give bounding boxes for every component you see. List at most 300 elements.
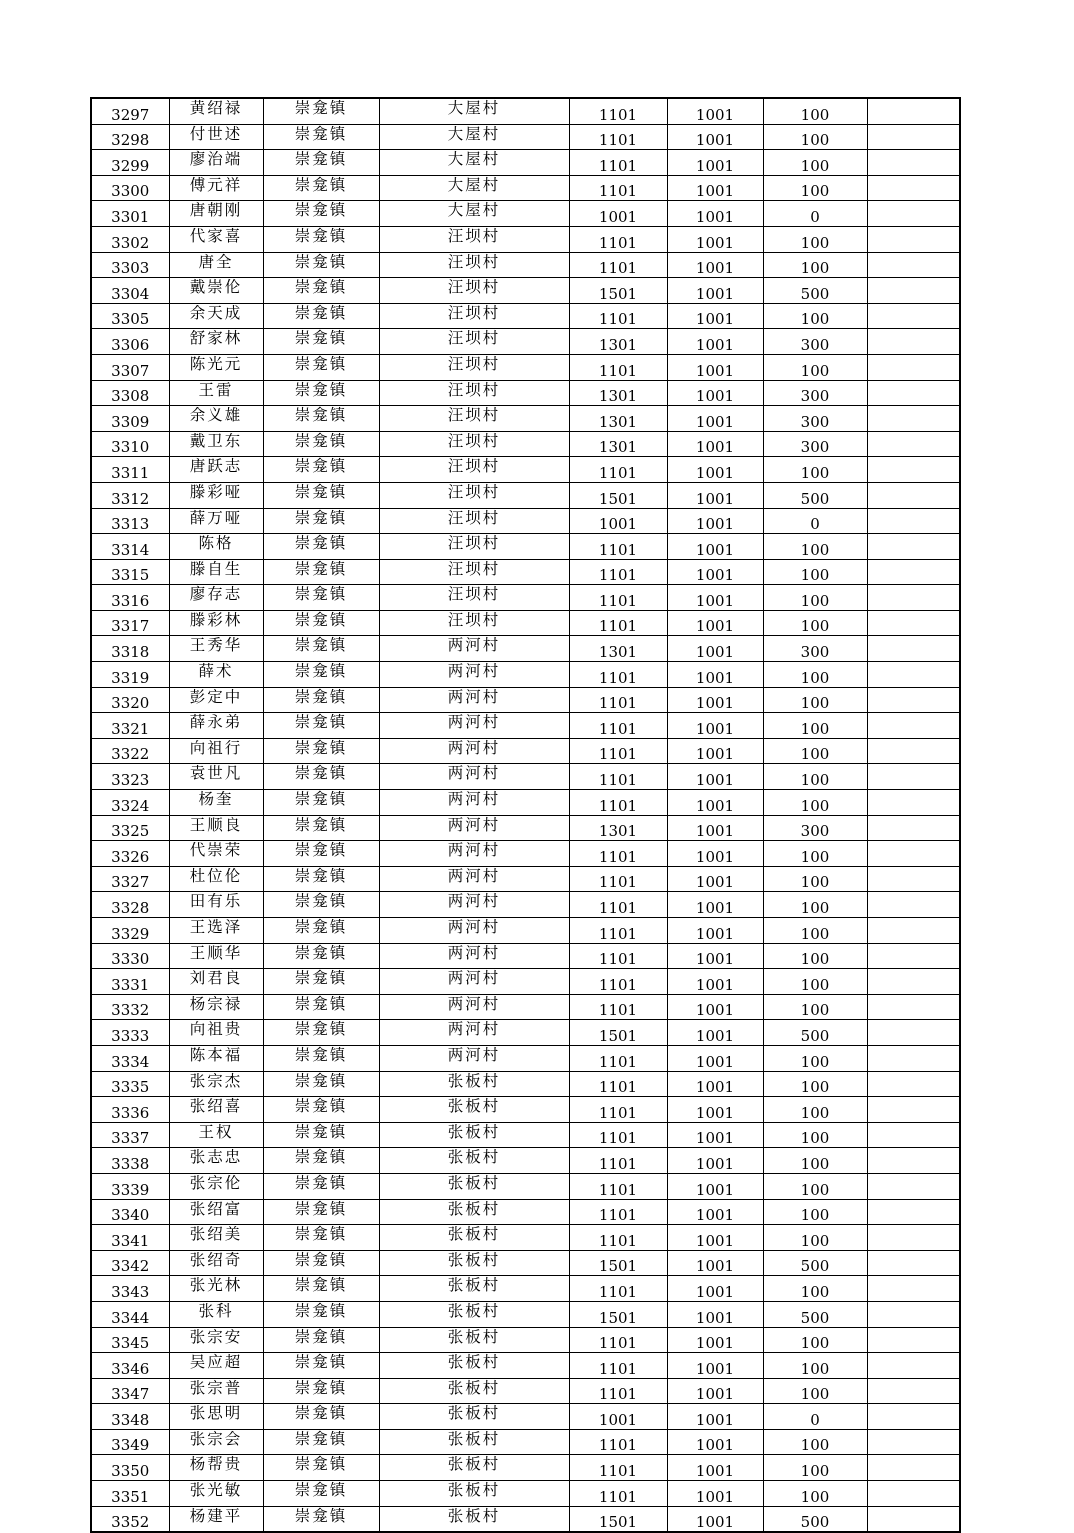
name-cell: 向祖贵 [169,1020,263,1046]
serial-cell: 3340 [91,1199,169,1225]
table-row [91,790,960,816]
value-b-cell: 1001 [667,1455,763,1481]
name-cell: 向祖行 [169,738,263,764]
value-a-cell: 1101 [569,1225,667,1251]
value-b-cell: 1001 [667,534,763,560]
amount-cell: 100 [763,252,867,278]
value-b-cell: 1001 [667,1225,763,1251]
town-cell: 崇龛镇 [263,278,379,304]
amount-cell: 100 [763,994,867,1020]
amount-cell: 100 [763,354,867,380]
remark-cell [867,687,960,713]
remark-cell [867,1404,960,1430]
village-cell: 两河村 [379,790,569,816]
remark-cell [867,1020,960,1046]
serial-cell: 3305 [91,303,169,329]
town-cell: 崇龛镇 [263,175,379,201]
serial-cell: 3343 [91,1276,169,1302]
amount-cell: 100 [763,610,867,636]
village-cell: 汪坝村 [379,534,569,560]
name-cell: 袁世凡 [169,764,263,790]
village-cell: 汪坝村 [379,508,569,534]
remark-cell [867,1327,960,1353]
name-cell: 陈光元 [169,354,263,380]
value-a-cell: 1301 [569,406,667,432]
value-b-cell: 1001 [667,687,763,713]
table-row [91,1327,960,1353]
amount-cell: 100 [763,1455,867,1481]
town-cell: 崇龛镇 [263,1148,379,1174]
village-cell: 张板村 [379,1148,569,1174]
value-b-cell: 1001 [667,892,763,918]
serial-cell: 3336 [91,1097,169,1123]
serial-cell: 3349 [91,1429,169,1455]
table-row [91,636,960,662]
remark-cell [867,303,960,329]
remark-cell [867,1481,960,1507]
value-b-cell: 1001 [667,636,763,662]
name-cell: 张科 [169,1301,263,1327]
village-cell: 两河村 [379,815,569,841]
name-cell: 滕彩哑 [169,482,263,508]
table-row [91,482,960,508]
amount-cell: 100 [763,559,867,585]
amount-cell: 300 [763,636,867,662]
village-cell: 两河村 [379,841,569,867]
serial-cell: 3307 [91,354,169,380]
table-row [91,354,960,380]
town-cell: 崇龛镇 [263,1020,379,1046]
remark-cell [867,764,960,790]
remark-cell [867,534,960,560]
amount-cell: 100 [763,790,867,816]
name-cell: 代崇荣 [169,841,263,867]
town-cell: 崇龛镇 [263,1506,379,1532]
value-b-cell: 1001 [667,969,763,995]
value-a-cell: 1101 [569,124,667,150]
remark-cell [867,380,960,406]
town-cell: 崇龛镇 [263,866,379,892]
remark-cell [867,1250,960,1276]
name-cell: 王顺华 [169,943,263,969]
amount-cell: 500 [763,1301,867,1327]
table-row [91,329,960,355]
name-cell: 张宗会 [169,1429,263,1455]
town-cell: 崇龛镇 [263,841,379,867]
serial-cell: 3317 [91,610,169,636]
remark-cell [867,201,960,227]
value-b-cell: 1001 [667,124,763,150]
serial-cell: 3347 [91,1378,169,1404]
serial-cell: 3313 [91,508,169,534]
serial-cell: 3344 [91,1301,169,1327]
amount-cell: 100 [763,1276,867,1302]
remark-cell [867,559,960,585]
name-cell: 薛万哑 [169,508,263,534]
value-a-cell: 1101 [569,252,667,278]
remark-cell [867,482,960,508]
value-a-cell: 1301 [569,431,667,457]
name-cell: 唐跃志 [169,457,263,483]
table-row [91,380,960,406]
table-row [91,841,960,867]
table-row [91,1225,960,1251]
amount-cell: 100 [763,1097,867,1123]
serial-cell: 3330 [91,943,169,969]
value-a-cell: 1101 [569,1327,667,1353]
amount-cell: 300 [763,406,867,432]
value-a-cell: 1101 [569,150,667,176]
amount-cell: 100 [763,1481,867,1507]
amount-cell: 100 [763,969,867,995]
remark-cell [867,841,960,867]
remark-cell [867,1097,960,1123]
serial-cell: 3308 [91,380,169,406]
town-cell: 崇龛镇 [263,994,379,1020]
remark-cell [867,585,960,611]
table-row [91,1378,960,1404]
amount-cell: 100 [763,1071,867,1097]
remark-cell [867,175,960,201]
village-cell: 汪坝村 [379,226,569,252]
town-cell: 崇龛镇 [263,534,379,560]
name-cell: 张志忠 [169,1148,263,1174]
town-cell: 崇龛镇 [263,406,379,432]
table-row [91,943,960,969]
village-cell: 两河村 [379,1045,569,1071]
value-b-cell: 1001 [667,175,763,201]
remark-cell [867,329,960,355]
remark-cell [867,1455,960,1481]
value-b-cell: 1001 [667,1173,763,1199]
serial-cell: 3333 [91,1020,169,1046]
village-cell: 两河村 [379,969,569,995]
village-cell: 张板村 [379,1173,569,1199]
value-a-cell: 1101 [569,866,667,892]
value-b-cell: 1001 [667,354,763,380]
table-row [91,918,960,944]
village-cell: 汪坝村 [379,303,569,329]
value-b-cell: 1001 [667,918,763,944]
village-cell: 两河村 [379,892,569,918]
amount-cell: 100 [763,1429,867,1455]
village-cell: 张板村 [379,1122,569,1148]
town-cell: 崇龛镇 [263,1481,379,1507]
value-a-cell: 1101 [569,1122,667,1148]
table-row [91,1071,960,1097]
value-a-cell: 1101 [569,994,667,1020]
value-a-cell: 1101 [569,1199,667,1225]
value-b-cell: 1001 [667,508,763,534]
table-row [91,457,960,483]
name-cell: 王选泽 [169,918,263,944]
value-a-cell: 1001 [569,508,667,534]
serial-cell: 3332 [91,994,169,1020]
serial-cell: 3334 [91,1045,169,1071]
value-a-cell: 1101 [569,687,667,713]
value-a-cell: 1101 [569,738,667,764]
name-cell: 戴卫东 [169,431,263,457]
village-cell: 汪坝村 [379,278,569,304]
amount-cell: 500 [763,1506,867,1532]
value-b-cell: 1001 [667,482,763,508]
remark-cell [867,1148,960,1174]
value-a-cell: 1001 [569,1404,667,1430]
serial-cell: 3318 [91,636,169,662]
village-cell: 汪坝村 [379,329,569,355]
value-a-cell: 1301 [569,636,667,662]
village-cell: 大屋村 [379,124,569,150]
table-row [91,1173,960,1199]
town-cell: 崇龛镇 [263,354,379,380]
table-row [91,815,960,841]
amount-cell: 100 [763,1199,867,1225]
name-cell: 田有乐 [169,892,263,918]
village-cell: 两河村 [379,943,569,969]
amount-cell: 500 [763,482,867,508]
value-a-cell: 1101 [569,1353,667,1379]
village-cell: 张板村 [379,1353,569,1379]
town-cell: 崇龛镇 [263,943,379,969]
village-cell: 汪坝村 [379,406,569,432]
village-cell: 张板村 [379,1404,569,1430]
remark-cell [867,1199,960,1225]
village-cell: 张板村 [379,1506,569,1532]
name-cell: 唐朝刚 [169,201,263,227]
village-cell: 张板村 [379,1199,569,1225]
name-cell: 张宗普 [169,1378,263,1404]
remark-cell [867,636,960,662]
name-cell: 傅元祥 [169,175,263,201]
town-cell: 崇龛镇 [263,1225,379,1251]
town-cell: 崇龛镇 [263,1173,379,1199]
town-cell: 崇龛镇 [263,124,379,150]
value-a-cell: 1101 [569,226,667,252]
village-cell: 大屋村 [379,201,569,227]
name-cell: 舒家林 [169,329,263,355]
remark-cell [867,713,960,739]
table-row [91,866,960,892]
table-row [91,303,960,329]
serial-cell: 3325 [91,815,169,841]
town-cell: 崇龛镇 [263,636,379,662]
serial-cell: 3312 [91,482,169,508]
name-cell: 付世述 [169,124,263,150]
village-cell: 大屋村 [379,98,569,124]
town-cell: 崇龛镇 [263,1199,379,1225]
amount-cell: 100 [763,303,867,329]
value-b-cell: 1001 [667,1199,763,1225]
remark-cell [867,252,960,278]
value-b-cell: 1001 [667,943,763,969]
name-cell: 张绍奇 [169,1250,263,1276]
remark-cell [867,662,960,688]
village-cell: 张板村 [379,1378,569,1404]
table-row [91,1353,960,1379]
value-b-cell: 1001 [667,1276,763,1302]
village-cell: 张板村 [379,1327,569,1353]
table-row [91,738,960,764]
table-row [91,610,960,636]
value-a-cell: 1101 [569,1378,667,1404]
serial-cell: 3342 [91,1250,169,1276]
name-cell: 薛术 [169,662,263,688]
value-a-cell: 1101 [569,98,667,124]
village-cell: 两河村 [379,764,569,790]
table-row [91,1301,960,1327]
table-row [91,431,960,457]
table-row [91,175,960,201]
name-cell: 张宗伦 [169,1173,263,1199]
value-b-cell: 1001 [667,994,763,1020]
value-a-cell: 1101 [569,713,667,739]
remark-cell [867,866,960,892]
remark-cell [867,278,960,304]
value-a-cell: 1101 [569,943,667,969]
value-b-cell: 1001 [667,1045,763,1071]
amount-cell: 100 [763,1148,867,1174]
value-a-cell: 1501 [569,1506,667,1532]
table-row [91,687,960,713]
village-cell: 汪坝村 [379,559,569,585]
value-a-cell: 1501 [569,1250,667,1276]
remark-cell [867,431,960,457]
amount-cell: 500 [763,1250,867,1276]
remark-cell [867,1378,960,1404]
name-cell: 张宗安 [169,1327,263,1353]
amount-cell: 100 [763,738,867,764]
value-b-cell: 1001 [667,1020,763,1046]
name-cell: 薛永弟 [169,713,263,739]
serial-cell: 3339 [91,1173,169,1199]
value-b-cell: 1001 [667,1404,763,1430]
amount-cell: 100 [763,1353,867,1379]
serial-cell: 3315 [91,559,169,585]
town-cell: 崇龛镇 [263,1327,379,1353]
name-cell: 张绍富 [169,1199,263,1225]
remark-cell [867,738,960,764]
remark-cell [867,1506,960,1532]
remark-cell [867,790,960,816]
village-cell: 两河村 [379,713,569,739]
value-a-cell: 1101 [569,790,667,816]
name-cell: 戴崇伦 [169,278,263,304]
amount-cell: 100 [763,1173,867,1199]
name-cell: 陈格 [169,534,263,560]
value-b-cell: 1001 [667,1148,763,1174]
table-row [91,585,960,611]
value-b-cell: 1001 [667,559,763,585]
town-cell: 崇龛镇 [263,329,379,355]
name-cell: 黄绍禄 [169,98,263,124]
remark-cell [867,943,960,969]
town-cell: 崇龛镇 [263,1276,379,1302]
value-a-cell: 1501 [569,278,667,304]
town-cell: 崇龛镇 [263,252,379,278]
town-cell: 崇龛镇 [263,713,379,739]
town-cell: 崇龛镇 [263,431,379,457]
table-row [91,1020,960,1046]
serial-cell: 3352 [91,1506,169,1532]
amount-cell: 100 [763,98,867,124]
name-cell: 滕自生 [169,559,263,585]
value-a-cell: 1101 [569,918,667,944]
table-row [91,226,960,252]
serial-cell: 3337 [91,1122,169,1148]
amount-cell: 100 [763,226,867,252]
serial-cell: 3348 [91,1404,169,1430]
remark-cell [867,610,960,636]
serial-cell: 3316 [91,585,169,611]
remark-cell [867,1122,960,1148]
town-cell: 崇龛镇 [263,738,379,764]
value-b-cell: 1001 [667,610,763,636]
amount-cell: 100 [763,892,867,918]
value-a-cell: 1301 [569,815,667,841]
name-cell: 余义雄 [169,406,263,432]
town-cell: 崇龛镇 [263,482,379,508]
name-cell: 杨帮贵 [169,1455,263,1481]
data-table [90,97,961,1533]
table-body [91,98,960,1532]
village-cell: 汪坝村 [379,457,569,483]
serial-cell: 3329 [91,918,169,944]
serial-cell: 3309 [91,406,169,432]
serial-cell: 3300 [91,175,169,201]
village-cell: 两河村 [379,1020,569,1046]
remark-cell [867,1045,960,1071]
serial-cell: 3327 [91,866,169,892]
village-cell: 张板村 [379,1429,569,1455]
name-cell: 王秀华 [169,636,263,662]
table-row [91,559,960,585]
village-cell: 两河村 [379,866,569,892]
serial-cell: 3321 [91,713,169,739]
town-cell: 崇龛镇 [263,662,379,688]
amount-cell: 100 [763,866,867,892]
value-b-cell: 1001 [667,1122,763,1148]
serial-cell: 3331 [91,969,169,995]
amount-cell: 0 [763,201,867,227]
value-a-cell: 1101 [569,1173,667,1199]
value-b-cell: 1001 [667,431,763,457]
serial-cell: 3301 [91,201,169,227]
value-a-cell: 1501 [569,1301,667,1327]
name-cell: 代家喜 [169,226,263,252]
remark-cell [867,815,960,841]
serial-cell: 3310 [91,431,169,457]
town-cell: 崇龛镇 [263,764,379,790]
remark-cell [867,1071,960,1097]
name-cell: 彭定中 [169,687,263,713]
town-cell: 崇龛镇 [263,226,379,252]
village-cell: 张板村 [379,1250,569,1276]
amount-cell: 100 [763,662,867,688]
remark-cell [867,969,960,995]
amount-cell: 100 [763,534,867,560]
serial-cell: 3350 [91,1455,169,1481]
value-b-cell: 1001 [667,1327,763,1353]
table-row [91,124,960,150]
village-cell: 大屋村 [379,150,569,176]
serial-cell: 3351 [91,1481,169,1507]
serial-cell: 3335 [91,1071,169,1097]
value-a-cell: 1501 [569,1020,667,1046]
amount-cell: 300 [763,380,867,406]
name-cell: 刘君良 [169,969,263,995]
table-row [91,1148,960,1174]
serial-cell: 3324 [91,790,169,816]
